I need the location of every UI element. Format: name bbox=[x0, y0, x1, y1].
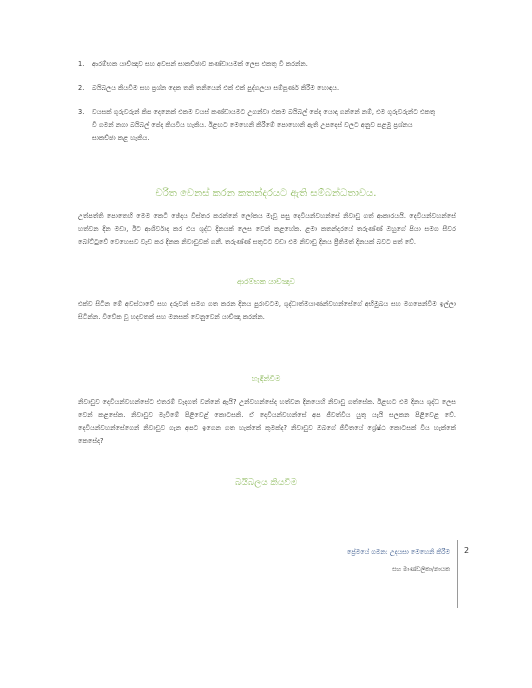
list-item-number: 3. bbox=[78, 108, 85, 116]
list-item-text: ආරම්භක යාච්ඤාව සහ අවසන් සාකච්ඡාව කණ්ඩායමක් ලෙස එකතු වී කරන්න. bbox=[92, 60, 308, 68]
instructions-list bbox=[78, 58, 438, 145]
footer-title: ප්‍රේමයේ ගමන: උදයසා මෙහෙනි කිරීම bbox=[346, 548, 450, 556]
list-item bbox=[78, 82, 438, 95]
list-item bbox=[78, 106, 438, 145]
list-item-text: වයසක් ගුරුවරුන් කිප දෙනෙක් එකම වයස් කණ්ඩායමට උගන්වා එකම බයිබල් පේද යොදා ගන්නේ නම්, එම ගුරුවරුන්ට එකතු වී ගමන් නගා බයිබල් පේද කියවිය හැකිය. ඊළඟට මෙහෙනි කිරීමේ පොහොනි ඇති උපදෙස් වලට අනුව පළමු ප්‍රශ්නය සාකච්ඡා කළ හැකිය. bbox=[92, 108, 436, 142]
section-heading-bible-reading: බයිබලය කියවීම bbox=[234, 478, 298, 488]
paragraph-introduction: නිවාඩුව දෙවියන්වහන්සේට එතරම් වැදගත් වන්නේ ඇයි? උන්වහන්සේද හත්වන දිනයෙහි නිවාඩු ගත්සේක. ඊළඟට එම දිනය ශුද්ධ ලෙස වෙන් කළසේක. නිවාඩුව මැවීමේ පිළිවෙළ් කොටසකි. ඒ දෙවියන්වහන්සේ අප ජීවත්විය යුතු යැයි සලකන පිළිවෙළ වේ. දෙවියන්වහන්සේගෙන් නිවාඩුව ගැන අපට ඉගෙන ගත හැක්කේ කුමක්ද? නිවාඩුව ඔබගේ ජීවිතයේ ශ්‍රේෂ්ඨ කොටසක් විය හැක්කේ කෙසේද? bbox=[78, 398, 456, 445]
list-item bbox=[78, 58, 438, 71]
footer-divider bbox=[457, 540, 458, 608]
section-heading-connection: චරිත වෙනස් කරන කතන්දරයට ඇති සම්බන්ධතාවය. bbox=[155, 188, 377, 199]
list-item-number: 2. bbox=[78, 84, 85, 92]
page-number: 2 bbox=[464, 546, 470, 555]
section-heading-introduction: හැඳින්වීම bbox=[251, 374, 281, 383]
footer-subtitle: සහ මාණ්ඩලිකා/නායක bbox=[392, 566, 450, 573]
list-item-text: බයිබලය කියවීම සහ ප්‍රශ්න දෙක තනි තනියෙන් එක් එක් පුද්ගලයා සම්පූර්ණ කිරීම හොඳය. bbox=[92, 84, 340, 92]
paragraph-story-summary: උත්පත්ති පොතෙහි මෙම කෙටි ඡේදය විස්තර කරන්නේ ලෝකය මැවූ පසු දෙවියන්වහන්සේ නිවාඩු ගත් ආකාරයයි. දෙවියන්වහන්සේ හත්වන දින මඩා, ඊට ආශිර්වාද කර එය ශුද්ධ දිනයක් ලෙස වෙන් කළහේක. ළමා කතන්දරයේ තරුණ්ණ් ඔහුගේ පියා සමග සීවර බෝට්ටුවේ වෙහෙසව වැඩ කර දිනක නිවාඩුවක් ගනී. තරුණ්ණ් සතුටට වඩා එම නිවාඩු දිනය ප්‍රීතිමත් දිනයක් බවට පත් වේ. bbox=[78, 212, 456, 246]
list-item-number: 1. bbox=[78, 60, 85, 68]
section-heading-opening-prayer: ආරම්භක යාච්ඤාව bbox=[237, 277, 295, 286]
paragraph-opening-prayer: එක්ව සිටින මේ අවස්ථාවේ සහ දරුවන් සමග ගත කරන දිනය පුරාවටම, ශුද්ධාත්මයාණන්වහන්සේගේ අභිමුඛය සහ මගපෙන්වීම ඉල්ලා සිටින්න. විවේක වූ හදවතක් සහ මනසක් වෙනුවෙන් යාච්ඤා කරන්න. bbox=[78, 300, 456, 321]
